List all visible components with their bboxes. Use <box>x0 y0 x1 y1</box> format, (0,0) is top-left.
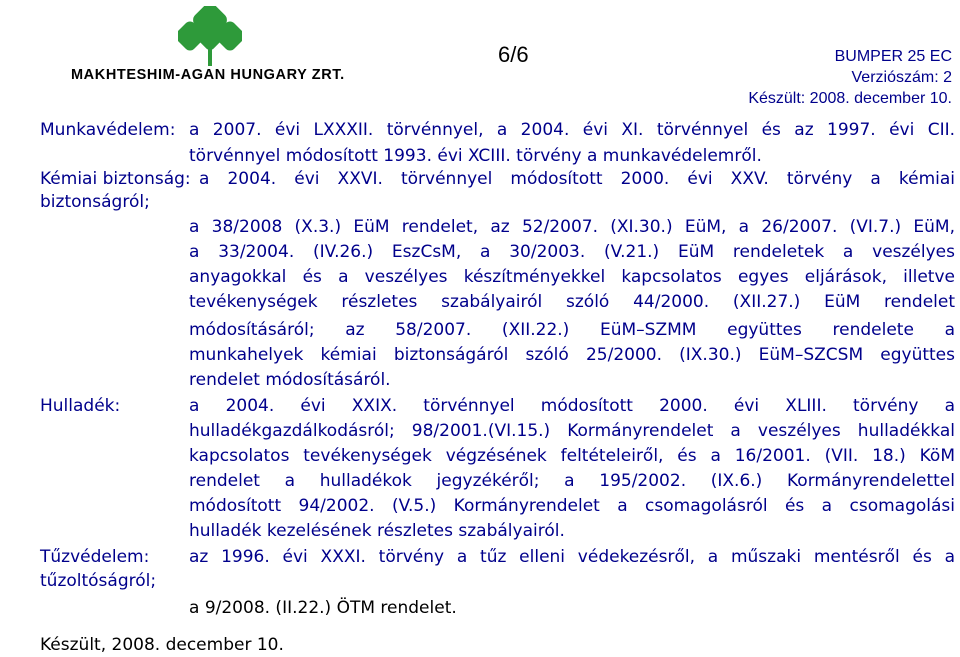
section-label-hulladek: Hulladék: <box>40 396 121 416</box>
text-line: anyagokkal és a veszélyes készítményekkel kapcsolatos egyes eljárások, illetve <box>189 267 955 287</box>
company-name: MAKHTESHIM-AGAN HUNGARY ZRT. <box>71 67 345 83</box>
text-line: a 2007. évi LXXXII. törvénnyel, a 2004. évi XI. törvénnyel és az 1997. évi CII. <box>189 120 955 140</box>
text-line: a 33/2004. (IV.26.) EszCsM, a 30/2003. (V.21.) EüM rendeletek a veszélyes <box>189 242 955 262</box>
clover-icon <box>178 6 242 66</box>
text-line: a 2004. évi XXIX. törvénnyel módosított 2000. évi XLIII. törvény a <box>189 396 955 416</box>
text-line: munkahelyek kémiai biztonságáról szóló 25/2000. (IX.30.) EüM–SZCSM együttes <box>189 345 955 365</box>
section-label-kemiai: Kémiai biztonság: <box>40 169 191 189</box>
section-label-munkavedelem: Munkavédelem: <box>40 120 176 140</box>
text-line: törvénnyel módosított 1993. évi XCIII. törvény a munkavédelemről. <box>189 146 762 166</box>
version-label: Verziószám: 2 <box>851 69 952 86</box>
section-label-tuzvedelem-cont: tűzoltóságról; <box>40 571 157 591</box>
text-line: hulladék kezelésének részletes szabályairól. <box>189 521 565 541</box>
text-line: kapcsolatos tevékenységek végzésének feltételeiről, és a 16/2001. (VII. 18.) KöM <box>189 446 955 466</box>
text-line: rendelet a hulladékok jegyzékéről; a 195/2002. (IX.6.) Kormányrendelettel <box>189 471 955 491</box>
footer-created: Készült, 2008. december 10. <box>40 635 284 655</box>
text-line: módosításáról; az 58/2007. (XII.22.) EüM–SZMM együttes rendelete a <box>189 320 955 340</box>
company-logo <box>178 6 242 68</box>
text-line: módosított 94/2002. (V.5.) Kormányrendelet a csomagolásról és a csomagolási <box>189 496 955 516</box>
page-number: 6/6 <box>498 42 529 67</box>
product-name: BUMPER 25 EC <box>834 48 952 65</box>
text-line: tevékenységek részletes szabályairól szóló 44/2000. (XII.27.) EüM rendelet <box>189 292 955 312</box>
created-date: Készült: 2008. december 10. <box>748 90 952 107</box>
document-info <box>748 46 952 109</box>
text-line: rendelet módosításáról. <box>189 370 391 390</box>
text-line: a 2004. évi XXVI. törvénnyel módosított 2000. évi XXV. törvény a kémiai <box>199 169 955 189</box>
text-line: a 38/2008 (X.3.) EüM rendelet, az 52/2007. (XI.30.) EüM, a 26/2007. (VI.7.) EüM, <box>189 217 955 237</box>
section-label-kemiai-cont: biztonságról; <box>40 192 150 212</box>
text-line: az 1996. évi XXXI. törvény a tűz elleni védekezésről, a műszaki mentésről és a <box>189 547 955 567</box>
text-line: hulladékgazdálkodásról; 98/2001.(VI.15.) Kormányrendelet a veszélyes hulladékkal <box>189 421 955 441</box>
section-label-tuzvedelem: Tűzvédelem: <box>40 547 150 567</box>
text-line: a 9/2008. (II.22.) ÖTM rendelet. <box>189 598 457 618</box>
